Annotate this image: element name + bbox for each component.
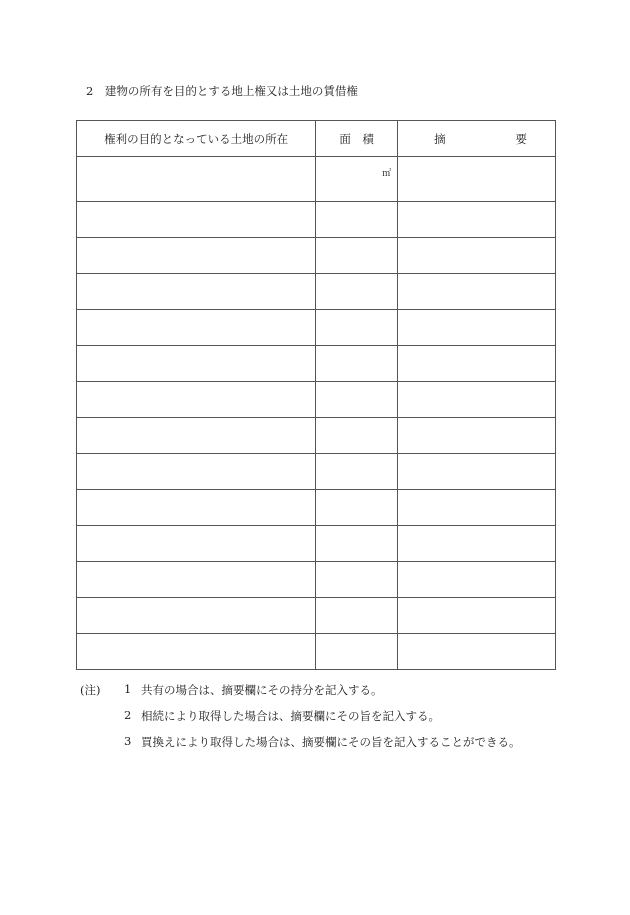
area-cell[interactable] (316, 634, 398, 670)
area-cell[interactable] (316, 598, 398, 634)
note-text: 共有の場合は、摘要欄にその持分を記入する。 (141, 683, 383, 697)
summary-cell[interactable] (398, 346, 556, 382)
section-title: 2 建物の所有を目的とする地上権又は土地の賃借権 (86, 84, 358, 98)
area-cell[interactable] (316, 310, 398, 346)
area-cell[interactable] (316, 202, 398, 238)
table-row (77, 238, 556, 274)
header-location: 権利の目的となっている土地の所在 (77, 121, 316, 157)
area-cell[interactable] (316, 490, 398, 526)
location-cell[interactable] (77, 634, 316, 670)
header-summary-right: 要 (515, 131, 527, 146)
summary-cell[interactable] (398, 310, 556, 346)
table-row (77, 526, 556, 562)
summary-cell[interactable] (398, 157, 556, 202)
summary-cell[interactable] (398, 202, 556, 238)
location-cell[interactable] (77, 598, 316, 634)
summary-cell[interactable] (398, 454, 556, 490)
note-number: 2 (124, 708, 132, 722)
table-row (77, 418, 556, 454)
note-text: 相続により取得した場合は、摘要欄にその旨を記入する。 (141, 709, 440, 723)
header-area: 面 積 (316, 121, 398, 157)
location-cell[interactable] (77, 490, 316, 526)
location-cell[interactable] (77, 562, 316, 598)
table-row (77, 346, 556, 382)
location-cell[interactable] (77, 526, 316, 562)
summary-cell[interactable] (398, 274, 556, 310)
table-row (77, 382, 556, 418)
summary-cell[interactable] (398, 598, 556, 634)
table-row (77, 454, 556, 490)
location-cell[interactable] (77, 346, 316, 382)
area-cell[interactable] (316, 562, 398, 598)
table-row (77, 490, 556, 526)
location-cell[interactable] (77, 418, 316, 454)
location-cell[interactable] (77, 454, 316, 490)
area-cell[interactable] (316, 346, 398, 382)
area-cell[interactable] (316, 454, 398, 490)
table-row (77, 562, 556, 598)
table-row (77, 310, 556, 346)
area-cell[interactable] (316, 382, 398, 418)
land-rights-table (76, 120, 556, 670)
header-summary-left: 摘 (434, 131, 446, 146)
area-cell[interactable] (316, 238, 398, 274)
area-cell[interactable] (316, 526, 398, 562)
summary-cell[interactable] (398, 418, 556, 454)
table-row (77, 157, 556, 202)
summary-cell[interactable] (398, 526, 556, 562)
notes-label: (注) (80, 683, 101, 697)
table-header-row (77, 121, 556, 157)
header-summary (398, 121, 556, 157)
summary-cell[interactable] (398, 490, 556, 526)
note-number: 1 (124, 682, 132, 696)
table-row (77, 202, 556, 238)
location-cell[interactable] (77, 274, 316, 310)
location-cell[interactable] (77, 157, 316, 202)
summary-cell[interactable] (398, 238, 556, 274)
table-row (77, 274, 556, 310)
summary-cell[interactable] (398, 562, 556, 598)
area-cell[interactable] (316, 418, 398, 454)
location-cell[interactable] (77, 202, 316, 238)
location-cell[interactable] (77, 310, 316, 346)
table-row (77, 634, 556, 670)
location-cell[interactable] (77, 382, 316, 418)
note-number: 3 (124, 734, 132, 748)
location-cell[interactable] (77, 238, 316, 274)
area-cell[interactable]: ㎡ (316, 157, 398, 202)
table-row (77, 598, 556, 634)
area-cell[interactable] (316, 274, 398, 310)
note-text: 買換えにより取得した場合は、摘要欄にその旨を記入することができる。 (141, 735, 521, 749)
summary-cell[interactable] (398, 382, 556, 418)
summary-cell[interactable] (398, 634, 556, 670)
